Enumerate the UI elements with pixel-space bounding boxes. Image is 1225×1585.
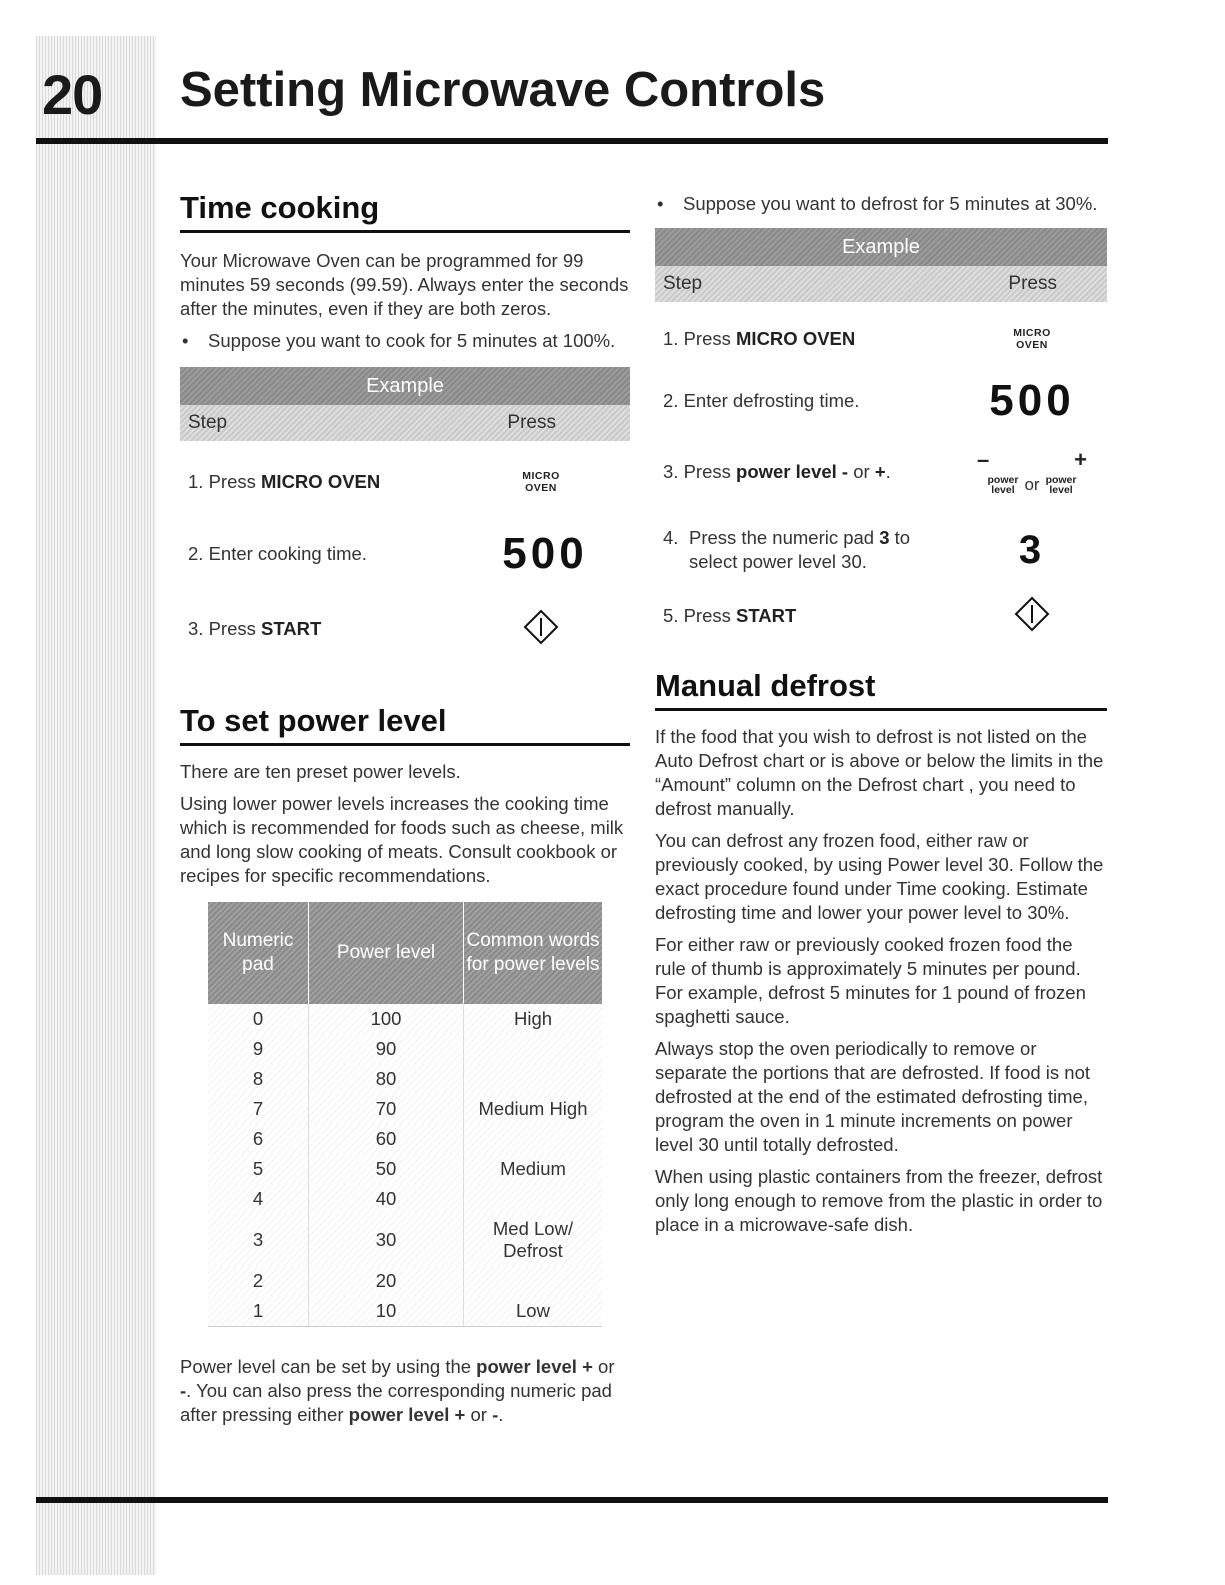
defrost-example [655, 228, 1107, 642]
power-level-keys: – + power level or power level [977, 447, 1087, 496]
left-column [180, 190, 630, 1435]
time-cooking-bullet: • Suppose you want to cook for 5 minutes at 100%. [182, 330, 616, 351]
power-level-footer: Power level can be set by using the power level + or -. You can also press the corresponding numeric pad after pressing either power level + or -. [180, 1356, 615, 1425]
power-level-minus-key: power level [987, 474, 1019, 496]
manual-defrost-paragraph: Always stop the oven periodically to remove or separate the portions that are defrosted. If food is not defrosted at the end of the estimated defrosting time, program the oven in 1 minute increments on power level 30 until totally defrosted. [655, 1038, 1091, 1155]
step-row: 5. Press START [655, 590, 1107, 642]
table-row: 5 50 Medium [208, 1154, 602, 1184]
step-row: 3. Press START [180, 597, 630, 661]
power-level-plus-key: power level [1045, 474, 1077, 496]
time-cooking-intro: Your Microwave Oven can be programmed for 99 minutes 59 seconds (99.59). Always enter the seconds after the minutes, even if they are both zeros. [180, 250, 629, 319]
manual-defrost-paragraph: If the food that you wish to defrost is not listed on the Auto Defrost chart or is above or below the limits in the “Amount” column on the Defrost chart , you need to defrost manually. [655, 726, 1104, 819]
micro-oven-key: MICRO OVEN [1013, 327, 1051, 351]
table-row: 1 10 Low [208, 1296, 602, 1327]
right-column [655, 192, 1107, 1245]
example-subheader: Step Press [655, 266, 1107, 302]
start-icon [1014, 596, 1050, 632]
table-row: 2 20 [208, 1266, 602, 1296]
time-cooking-example [180, 367, 630, 661]
table-row: 4 40 [208, 1184, 602, 1214]
table-row: 7 70 Medium High [208, 1094, 602, 1124]
number-keys: 500 [502, 529, 588, 578]
table-row: 8 80 [208, 1064, 602, 1094]
table-row: 9 90 [208, 1034, 602, 1064]
step-row: 1. Press MICRO OVEN MICRO OVEN [180, 453, 630, 511]
step-row: 2. Enter cooking time. 500 [180, 511, 630, 597]
step-row: 4. Press the numeric pad 3 to select power level 30. 3 [655, 510, 1107, 590]
micro-oven-key: MICRO OVEN [522, 470, 560, 494]
defrost-bullet: • Suppose you want to defrost for 5 minutes at 30%. [657, 193, 1098, 214]
manual-defrost-paragraph: For either raw or previously cooked frozen food the rule of thumb is approximately 5 minutes per pound. For example, defrost 5 minutes for 1 pound of frozen spaghetti sauce. [655, 934, 1086, 1027]
step-row: 3. Press power level - or +. – + power level or power level [655, 434, 1107, 510]
step-row: 2. Enter defrosting time. 500 [655, 368, 1107, 434]
number-key: 3 [1018, 527, 1046, 572]
power-level-p1: There are ten preset power levels. [180, 761, 461, 782]
manual-defrost-body [655, 725, 1107, 1237]
step-row: 1. Press MICRO OVEN MICRO OVEN [655, 310, 1107, 368]
page-sidebar-band [36, 36, 156, 1575]
manual-defrost-heading: Manual defrost [655, 668, 1107, 711]
example-header: Example [180, 367, 630, 405]
start-icon [523, 609, 559, 645]
page-number: 20 [42, 63, 103, 126]
minus-icon: – [977, 447, 990, 472]
table-row: 0 100 High [208, 1004, 602, 1034]
time-cooking-heading: Time cooking [180, 190, 630, 233]
manual-defrost-paragraph: When using plastic containers from the freezer, defrost only long enough to remove from the plastic in order to place in a microwave-safe dish. [655, 1166, 1103, 1235]
manual-defrost-paragraph: You can defrost any frozen food, either raw or previously cooked, by using Power level 30. Follow the exact procedure found under Time cooking. Estimate defrosting time and lower your power level to 30%. [655, 830, 1104, 923]
col-header: Common words for power levels [464, 902, 603, 1004]
table-row: 6 60 [208, 1124, 602, 1154]
power-level-heading: To set power level [180, 703, 630, 746]
power-level-table [208, 902, 602, 1327]
col-header: Power level [309, 902, 464, 1004]
example-header: Example [655, 228, 1107, 266]
example-subheader: Step Press [180, 405, 630, 441]
bottom-rule [36, 1497, 1108, 1503]
power-level-p2: Using lower power levels increases the cooking time which is recommended for foods such as cheese, milk and long slow cooking of meats. Consult cookbook or recipes for specific recommendations. [180, 793, 624, 886]
page-title: Setting Microwave Controls [180, 63, 826, 117]
number-keys: 500 [989, 376, 1075, 425]
plus-icon: + [1074, 447, 1087, 472]
table-row: 3 30 Med Low/ Defrost [208, 1214, 602, 1266]
col-header: Numeric pad [208, 902, 309, 1004]
top-rule [36, 138, 1108, 144]
